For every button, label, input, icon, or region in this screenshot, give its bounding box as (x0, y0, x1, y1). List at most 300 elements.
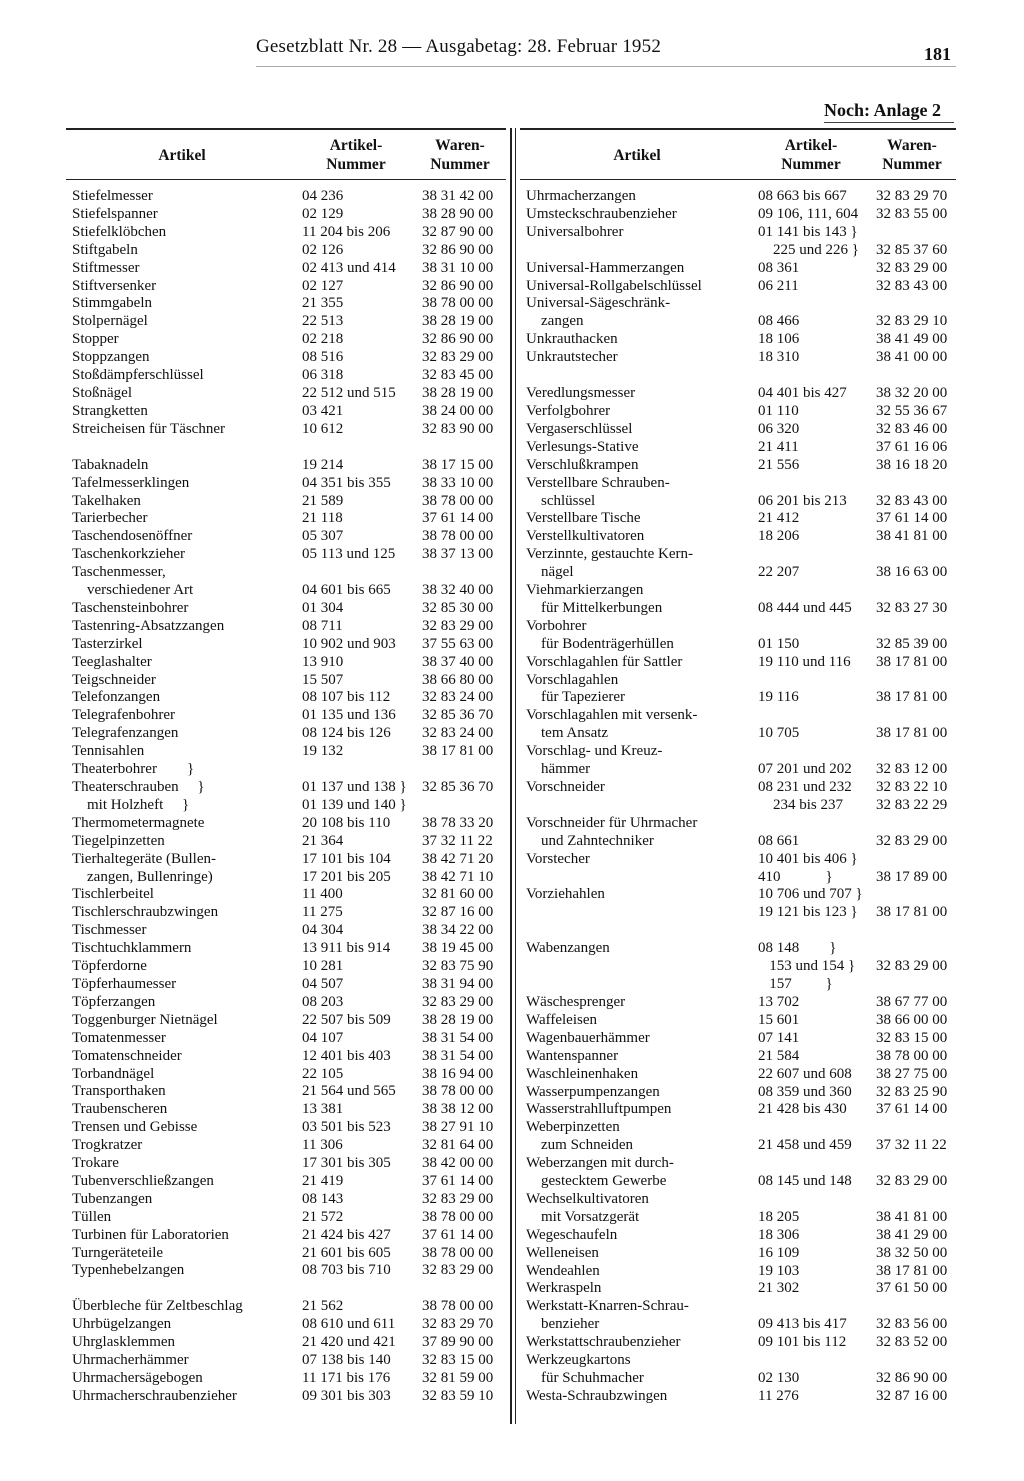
table-row (520, 546, 956, 564)
artikel-cell: Tafelmesserklingen (72, 474, 190, 491)
artikel-nummer-cell: 21 564 und 565 (302, 1083, 396, 1100)
waren-nummer-cell: 32 83 29 70 (422, 1316, 494, 1333)
waren-nummer-cell: 38 78 00 00 (422, 528, 494, 545)
artikel-cell: Stiefelspanner (72, 205, 158, 222)
table-row (520, 1101, 956, 1119)
table-row (520, 349, 956, 367)
table-row (520, 1334, 956, 1352)
table-row (66, 1119, 506, 1137)
artikel-cell: Wechselkultivatoren (526, 1190, 649, 1207)
artikel-nummer-cell: 04 107 (302, 1029, 344, 1046)
waren-nummer-cell: 32 87 90 00 (422, 223, 494, 240)
artikel-nummer-cell: 234 bis 237 (758, 796, 844, 813)
artikel-cell: verschiedener Art (72, 582, 194, 599)
waren-nummer-cell: 38 32 40 00 (422, 582, 494, 599)
waren-nummer-cell: 38 28 19 00 (422, 384, 494, 401)
artikel-cell: Verlesungs-Stative (526, 438, 639, 455)
table-row (520, 367, 956, 385)
waren-nummer-cell: 32 83 22 29 (876, 796, 948, 813)
table-row (520, 743, 956, 761)
waren-nummer-cell: 32 85 37 60 (876, 241, 948, 258)
artikel-cell: Wendeahlen (526, 1262, 600, 1279)
table-row (520, 994, 956, 1012)
waren-nummer-cell: 32 86 90 00 (422, 277, 494, 294)
artikel-cell (66, 1280, 298, 1298)
artikel-nummer-cell: 22 513 (302, 313, 344, 330)
waren-nummer-cell: 32 83 24 00 (422, 725, 494, 742)
waren-nummer-cell: 32 83 90 00 (422, 420, 494, 437)
waren-nummer-cell: 37 61 14 00 (876, 1101, 948, 1118)
page-number: 181 (924, 44, 951, 64)
table-row (66, 743, 506, 761)
artikel-nummer-cell: 01 110 (758, 402, 799, 419)
table-row (66, 180, 506, 206)
waren-nummer-cell: 32 83 43 00 (876, 277, 948, 294)
waren-nummer-cell: 38 16 94 00 (422, 1065, 494, 1082)
artikel-cell: Theaterbohrer } (72, 761, 195, 778)
artikel-nummer-cell: 06 320 (758, 420, 800, 437)
table-row (66, 421, 506, 439)
artikel-nummer-cell: 13 910 (302, 653, 344, 670)
artikel-nummer-cell (754, 1155, 868, 1173)
table-row (520, 421, 956, 439)
artikel-nummer-cell: 21 412 (758, 510, 800, 527)
waren-nummer-cell (868, 367, 956, 385)
table-row (66, 1316, 506, 1334)
artikel-nummer-cell: 21 419 (302, 1172, 344, 1189)
waren-nummer-cell: 32 87 16 00 (876, 1387, 948, 1404)
waren-nummer-cell: 38 34 22 00 (422, 922, 494, 939)
table-row (520, 815, 956, 833)
table-row (520, 725, 956, 743)
waren-nummer-cell: 32 83 55 00 (876, 205, 948, 222)
artikel-nummer-cell (754, 815, 868, 833)
artikel-nummer-cell: 18 306 (758, 1226, 800, 1243)
artikel-nummer-cell: 04 601 bis 665 (302, 582, 391, 599)
waren-nummer-cell: 38 17 15 00 (422, 456, 494, 473)
artikel-nummer-cell (754, 1191, 868, 1209)
artikel-cell: Töpferdorne (72, 958, 147, 975)
table-row (66, 725, 506, 743)
artikel-cell: Tüllen (72, 1208, 112, 1225)
waren-nummer-cell: 32 85 36 70 (422, 779, 494, 795)
artikel-cell (520, 976, 754, 994)
table-row (520, 958, 956, 976)
waren-nummer-cell: 38 17 81 00 (876, 653, 948, 670)
artikel-cell: Trensen und Gebisse (72, 1119, 198, 1136)
artikel-nummer-cell: 21 364 (302, 832, 344, 849)
artikel-nummer-cell (298, 1280, 414, 1298)
table-row (520, 689, 956, 707)
waren-nummer-cell: 32 83 29 00 (422, 1262, 494, 1279)
table-row (66, 869, 506, 887)
table-row (66, 797, 506, 815)
table-row (66, 1155, 506, 1173)
waren-nummer-cell: 32 86 90 00 (422, 331, 494, 348)
waren-nummer-cell (868, 815, 956, 833)
artikel-cell: Stoßdämpferschlüssel (72, 367, 204, 384)
table-row (520, 1137, 956, 1155)
artikel-cell: benzieher (526, 1316, 600, 1333)
artikel-cell: Vorschlagahlen für Sattler (526, 653, 683, 670)
waren-nummer-cell: 32 85 30 00 (422, 599, 494, 616)
waren-nummer-cell (414, 439, 506, 457)
artikel-nummer-cell: 08 203 (302, 993, 344, 1010)
waren-nummer-cell: 38 16 63 00 (876, 564, 948, 581)
waren-nummer-cell (868, 546, 956, 564)
table-row (66, 1012, 506, 1030)
table-row (66, 403, 506, 421)
table-row (520, 1119, 956, 1137)
artikel-cell: Turbinen für Laboratorien (72, 1226, 229, 1243)
artikel-cell: und Zahntechniker (526, 832, 654, 849)
artikel-nummer-cell: 18 106 (758, 331, 800, 348)
waren-nummer-cell: 38 78 00 00 (422, 295, 494, 312)
artikel-nummer-cell: 07 138 bis 140 (302, 1352, 391, 1369)
artikel-nummer-cell: 21 572 (302, 1208, 344, 1225)
waren-nummer-cell: 32 83 29 00 (422, 349, 494, 366)
artikel-nummer-cell (298, 761, 414, 779)
waren-nummer-cell: 38 78 33 20 (422, 814, 494, 831)
waren-nummer-cell (868, 1155, 956, 1173)
artikel-cell: Werkstatt-Knarren-Schrau- (526, 1298, 689, 1315)
waren-nummer-cell: 38 17 81 00 (876, 904, 948, 921)
waren-nummer-cell: 38 31 42 00 (422, 188, 494, 204)
waren-nummer-cell: 32 83 56 00 (876, 1316, 948, 1333)
artikel-nummer-cell: 10 612 (302, 420, 344, 437)
artikel-cell: Vorbohrer (526, 617, 587, 634)
artikel-cell: Vergaserschlüssel (526, 420, 633, 437)
artikel-nummer-cell: 20 108 bis 110 (302, 814, 391, 831)
artikel-cell: Takelhaken (72, 492, 141, 509)
waren-nummer-cell: 37 32 11 22 (876, 1137, 947, 1154)
artikel-nummer-cell: 03 501 bis 523 (302, 1119, 391, 1136)
artikel-cell: Uhrmacherhämmer (72, 1352, 189, 1369)
artikel-cell: Wasserstrahlluftpumpen (526, 1101, 672, 1118)
artikel-cell: für Mittelkerbungen (526, 599, 663, 616)
artikel-cell: Vorschneider (526, 779, 605, 795)
table-row (66, 886, 506, 904)
artikel-cell: Umsteckschraubenzieher (526, 205, 677, 222)
table-row (520, 385, 956, 403)
table-row (66, 1298, 506, 1316)
waren-nummer-cell: 38 78 00 00 (422, 1298, 494, 1315)
artikel-cell: Werkzeugkartons (526, 1352, 631, 1369)
artikel-cell: Veredlungsmesser (526, 385, 636, 402)
artikel-nummer-cell: 01 141 bis 143 } (758, 223, 858, 240)
waren-nummer-cell: 32 81 64 00 (422, 1137, 494, 1154)
artikel-cell: Taschenmesser, (72, 564, 166, 581)
table-row (520, 1388, 956, 1406)
waren-nummer-cell: 32 83 46 00 (876, 420, 948, 437)
artikel-cell: Theaterschrauben } (72, 779, 205, 795)
artikel-nummer-cell (754, 582, 868, 600)
table-row (520, 886, 956, 904)
artikel-cell: Vorschlagahlen (526, 671, 619, 688)
waren-nummer-cell (868, 618, 956, 636)
table-row (66, 1048, 506, 1066)
table-row (520, 457, 956, 475)
artikel-nummer-cell: 09 301 bis 303 (302, 1387, 391, 1404)
waren-nummer-cell: 32 81 60 00 (422, 886, 494, 903)
artikel-nummer-cell: 21 458 und 459 (758, 1137, 852, 1154)
artikel-nummer-cell: 11 306 (302, 1137, 343, 1154)
table-row (520, 976, 956, 994)
artikel-nummer-cell: 18 206 (758, 528, 800, 545)
waren-nummer-cell: 32 87 16 00 (422, 904, 494, 921)
waren-nummer-cell: 38 42 71 20 (422, 850, 494, 867)
artikel-nummer-cell: 06 211 (758, 277, 799, 294)
table-row (520, 618, 956, 636)
artikel-nummer-cell (754, 546, 868, 564)
artikel-nummer-cell: 16 109 (758, 1244, 800, 1261)
table-row (66, 815, 506, 833)
artikel-cell (520, 242, 754, 260)
table-row (66, 385, 506, 403)
table-row (66, 1352, 506, 1370)
artikel-nummer-cell: 12 401 bis 403 (302, 1047, 391, 1064)
table-row (66, 313, 506, 331)
waren-nummer-cell: 32 83 43 00 (876, 492, 948, 509)
artikel-cell: Stiftgabeln (72, 241, 138, 258)
artikel-nummer-cell: 06 201 bis 213 (758, 492, 847, 509)
artikel-nummer-cell (754, 922, 868, 940)
artikel-cell: Verstellbare Tische (526, 510, 641, 527)
artikel-cell: Verstellbare Schrauben- (526, 474, 670, 491)
waren-nummer-cell (868, 976, 956, 994)
waren-nummer-cell: 38 42 71 10 (422, 868, 494, 885)
header-artikel: Artikel (520, 129, 754, 180)
artikel-nummer-cell: 08 107 bis 112 (302, 689, 391, 706)
artikel-nummer-cell: 19 214 (302, 456, 344, 473)
artikel-nummer-cell: 08 663 bis 667 (758, 188, 847, 204)
artikel-cell: Westa-Schraubzwingen (526, 1387, 668, 1404)
artikel-cell: Stoppzangen (72, 349, 150, 366)
waren-nummer-cell: 38 78 00 00 (422, 1083, 494, 1100)
artikel-cell: Taschenkorkzieher (72, 546, 186, 563)
artikel-nummer-cell: 21 601 bis 605 (302, 1244, 391, 1261)
table-row (520, 1012, 956, 1030)
table-row (66, 1030, 506, 1048)
waren-nummer-cell: 38 78 00 00 (422, 1208, 494, 1225)
artikel-nummer-cell: 04 401 bis 427 (758, 385, 847, 402)
artikel-cell: Uhrbügelzangen (72, 1316, 172, 1333)
artikel-nummer-cell: 08 124 bis 126 (302, 725, 391, 742)
table-row (520, 940, 956, 958)
artikel-nummer-cell: 153 und 154 } (758, 958, 856, 975)
waren-nummer-cell: 32 83 24 00 (422, 689, 494, 706)
artikel-cell: Strangketten (72, 402, 148, 419)
artikel-cell (520, 922, 754, 940)
artikel-cell: Wäschesprenger (526, 993, 626, 1010)
artikel-cell: Tennisahlen (72, 743, 145, 760)
artikel-cell: Tischtuchklammern (72, 940, 192, 957)
table-row (66, 1083, 506, 1101)
table-row (520, 493, 956, 511)
artikel-nummer-cell: 17 201 bis 205 (302, 868, 391, 885)
waren-nummer-cell: 38 27 91 10 (422, 1119, 494, 1136)
artikel-cell: Teigschneider (72, 671, 156, 688)
header-artikel-nummer: Artikel- Nummer (298, 129, 414, 180)
table-row (66, 242, 506, 260)
waren-nummer-cell (868, 886, 956, 904)
artikel-cell: Uhrmacherzangen (526, 188, 636, 204)
table-row (66, 779, 506, 797)
artikel-nummer-cell: 21 428 bis 430 (758, 1101, 847, 1118)
artikel-cell: Weberzangen mit durch- (526, 1155, 674, 1172)
waren-nummer-cell: 38 28 90 00 (422, 205, 494, 222)
table-row (520, 403, 956, 421)
artikel-cell: Tubenverschließzangen (72, 1172, 214, 1189)
waren-nummer-cell: 38 32 20 00 (876, 385, 948, 402)
table-row (520, 1298, 956, 1316)
waren-nummer-cell (868, 1119, 956, 1137)
table-row (520, 833, 956, 851)
waren-nummer-cell: 38 17 81 00 (876, 689, 948, 706)
table-row (520, 1263, 956, 1281)
artikel-nummer-cell: 09 413 bis 417 (758, 1316, 847, 1333)
artikel-nummer-cell: 04 236 (302, 188, 344, 204)
artikel-cell: Streicheisen für Täschner (72, 420, 225, 437)
artikel-cell: zangen (526, 313, 584, 330)
artikel-cell: Tomatenschneider (72, 1047, 182, 1064)
waren-nummer-cell: 32 86 90 00 (422, 241, 494, 258)
waren-nummer-cell: 38 66 80 00 (422, 671, 494, 688)
artikel-cell: Wasserpumpenzangen (526, 1083, 660, 1100)
artikel-nummer-cell: 09 101 bis 112 (758, 1334, 847, 1351)
table-row (520, 1155, 956, 1173)
waren-nummer-cell: 32 83 29 00 (876, 958, 948, 975)
artikel-nummer-cell: 02 130 (758, 1370, 800, 1386)
waren-nummer-cell (868, 475, 956, 493)
waren-nummer-cell: 32 83 59 10 (422, 1387, 494, 1404)
artikel-nummer-cell: 13 702 (758, 993, 800, 1010)
table-row (66, 510, 506, 528)
waren-nummer-cell: 37 61 16 06 (876, 438, 948, 455)
waren-nummer-cell: 38 78 00 00 (876, 1047, 948, 1064)
artikel-nummer-cell: 11 171 bis 176 (302, 1370, 391, 1386)
artikel-cell: Traubenscheren (72, 1101, 168, 1118)
artikel-cell: für Bodenträgerhüllen (526, 635, 674, 652)
artikel-nummer-cell: 22 607 und 608 (758, 1065, 852, 1082)
artikel-nummer-cell: 02 126 (302, 241, 344, 258)
artikel-cell: Universal-Rollgabelschlüssel (526, 277, 702, 294)
waren-nummer-cell: 37 61 14 00 (422, 510, 494, 527)
waren-nummer-cell: 32 83 29 00 (876, 1173, 948, 1190)
waren-nummer-cell: 32 86 90 00 (876, 1370, 948, 1386)
artikel-cell: hämmer (526, 761, 591, 778)
artikel-cell: Tabaknadeln (72, 456, 149, 473)
artikel-nummer-cell: 22 507 bis 509 (302, 1011, 391, 1028)
artikel-nummer-cell: 10 902 und 903 (302, 635, 396, 652)
table-row (520, 1048, 956, 1066)
table-row (520, 1084, 956, 1102)
artikel-nummer-cell: 01 150 (758, 635, 800, 652)
artikel-nummer-cell: 10 281 (302, 958, 344, 975)
artikel-nummer-cell (754, 1298, 868, 1316)
table-row (520, 761, 956, 779)
artikel-nummer-cell: 17 301 bis 305 (302, 1155, 391, 1172)
artikel-cell: Verschlußkrampen (526, 456, 639, 473)
waren-nummer-cell (414, 564, 506, 582)
artikel-cell: Töpferhaumesser (72, 975, 177, 992)
waren-nummer-cell: 38 17 81 00 (422, 743, 494, 760)
table-row (520, 331, 956, 349)
artikel-nummer-cell: 03 421 (302, 402, 344, 419)
artikel-cell: Unkrauthacken (526, 331, 618, 348)
table-row (66, 1191, 506, 1209)
artikel-cell: Telegrafenzangen (72, 725, 179, 742)
artikel-nummer-cell (298, 439, 414, 457)
artikel-cell: Verfolgbohrer (526, 402, 611, 419)
artikel-nummer-cell: 01 139 und 140 } (302, 796, 407, 813)
anlage-underline (824, 122, 954, 123)
artikel-nummer-cell: 19 110 und 116 (758, 653, 851, 670)
artikel-nummer-cell: 19 116 (758, 689, 799, 706)
table-row (520, 1280, 956, 1298)
table-row (66, 331, 506, 349)
artikel-nummer-cell: 15 601 (758, 1011, 800, 1028)
artikel-cell: Tischlerbeitel (72, 886, 154, 903)
waren-nummer-cell: 38 41 00 00 (876, 349, 948, 366)
artikel-nummer-cell: 09 106, 111, 604 (758, 205, 859, 222)
artikel-nummer-cell (754, 743, 868, 761)
artikel-nummer-cell: 07 141 (758, 1029, 800, 1046)
artikel-nummer-cell: 01 304 (302, 599, 344, 616)
table-row (66, 349, 506, 367)
table-row (66, 367, 506, 385)
waren-nummer-cell: 32 83 15 00 (876, 1029, 948, 1046)
artikel-nummer-cell: 08 661 (758, 832, 800, 849)
waren-nummer-cell (414, 761, 506, 779)
waren-nummer-cell (868, 295, 956, 313)
artikel-cell: für Tapezierer (526, 689, 626, 706)
artikel-cell: Wabenzangen (526, 940, 610, 957)
table-row (66, 689, 506, 707)
artikel-nummer-cell: 10 401 bis 406 } (758, 850, 858, 867)
artikel-cell: Tarierbecher (72, 510, 148, 527)
table-row (66, 994, 506, 1012)
artikel-cell: Vorschlag- und Kreuz- (526, 743, 663, 760)
table-row (66, 582, 506, 600)
artikel-nummer-cell: 21 424 bis 427 (302, 1226, 391, 1243)
artikel-cell: mit Holzheft } (72, 796, 190, 813)
waren-nummer-cell: 32 83 29 00 (876, 259, 948, 276)
waren-nummer-cell: 38 42 00 00 (422, 1155, 494, 1172)
artikel-cell: Tiegelpinzetten (72, 832, 165, 849)
artikel-cell: Trokare (72, 1155, 119, 1172)
table-row (66, 493, 506, 511)
waren-nummer-cell: 32 85 39 00 (876, 635, 948, 652)
artikel-nummer-cell (754, 1119, 868, 1137)
artikel-nummer-cell: 08 361 (758, 259, 800, 276)
table-row (520, 475, 956, 493)
table-row (520, 1352, 956, 1370)
artikel-cell: Unkrautstecher (526, 349, 618, 366)
artikel-nummer-cell: 02 218 (302, 331, 344, 348)
left-column (66, 128, 506, 1406)
table-row (520, 1245, 956, 1263)
artikel-nummer-cell (754, 618, 868, 636)
table-row (520, 564, 956, 582)
artikel-cell: Torbandnägel (72, 1065, 155, 1082)
table-row (66, 1245, 506, 1263)
artikel-cell: Vorschneider für Uhrmacher (526, 814, 698, 831)
artikel-nummer-cell: 05 307 (302, 528, 344, 545)
artikel-cell: Uhrglasklemmen (72, 1334, 176, 1351)
waren-nummer-cell: 38 24 00 00 (422, 402, 494, 419)
table-row (520, 1370, 956, 1388)
